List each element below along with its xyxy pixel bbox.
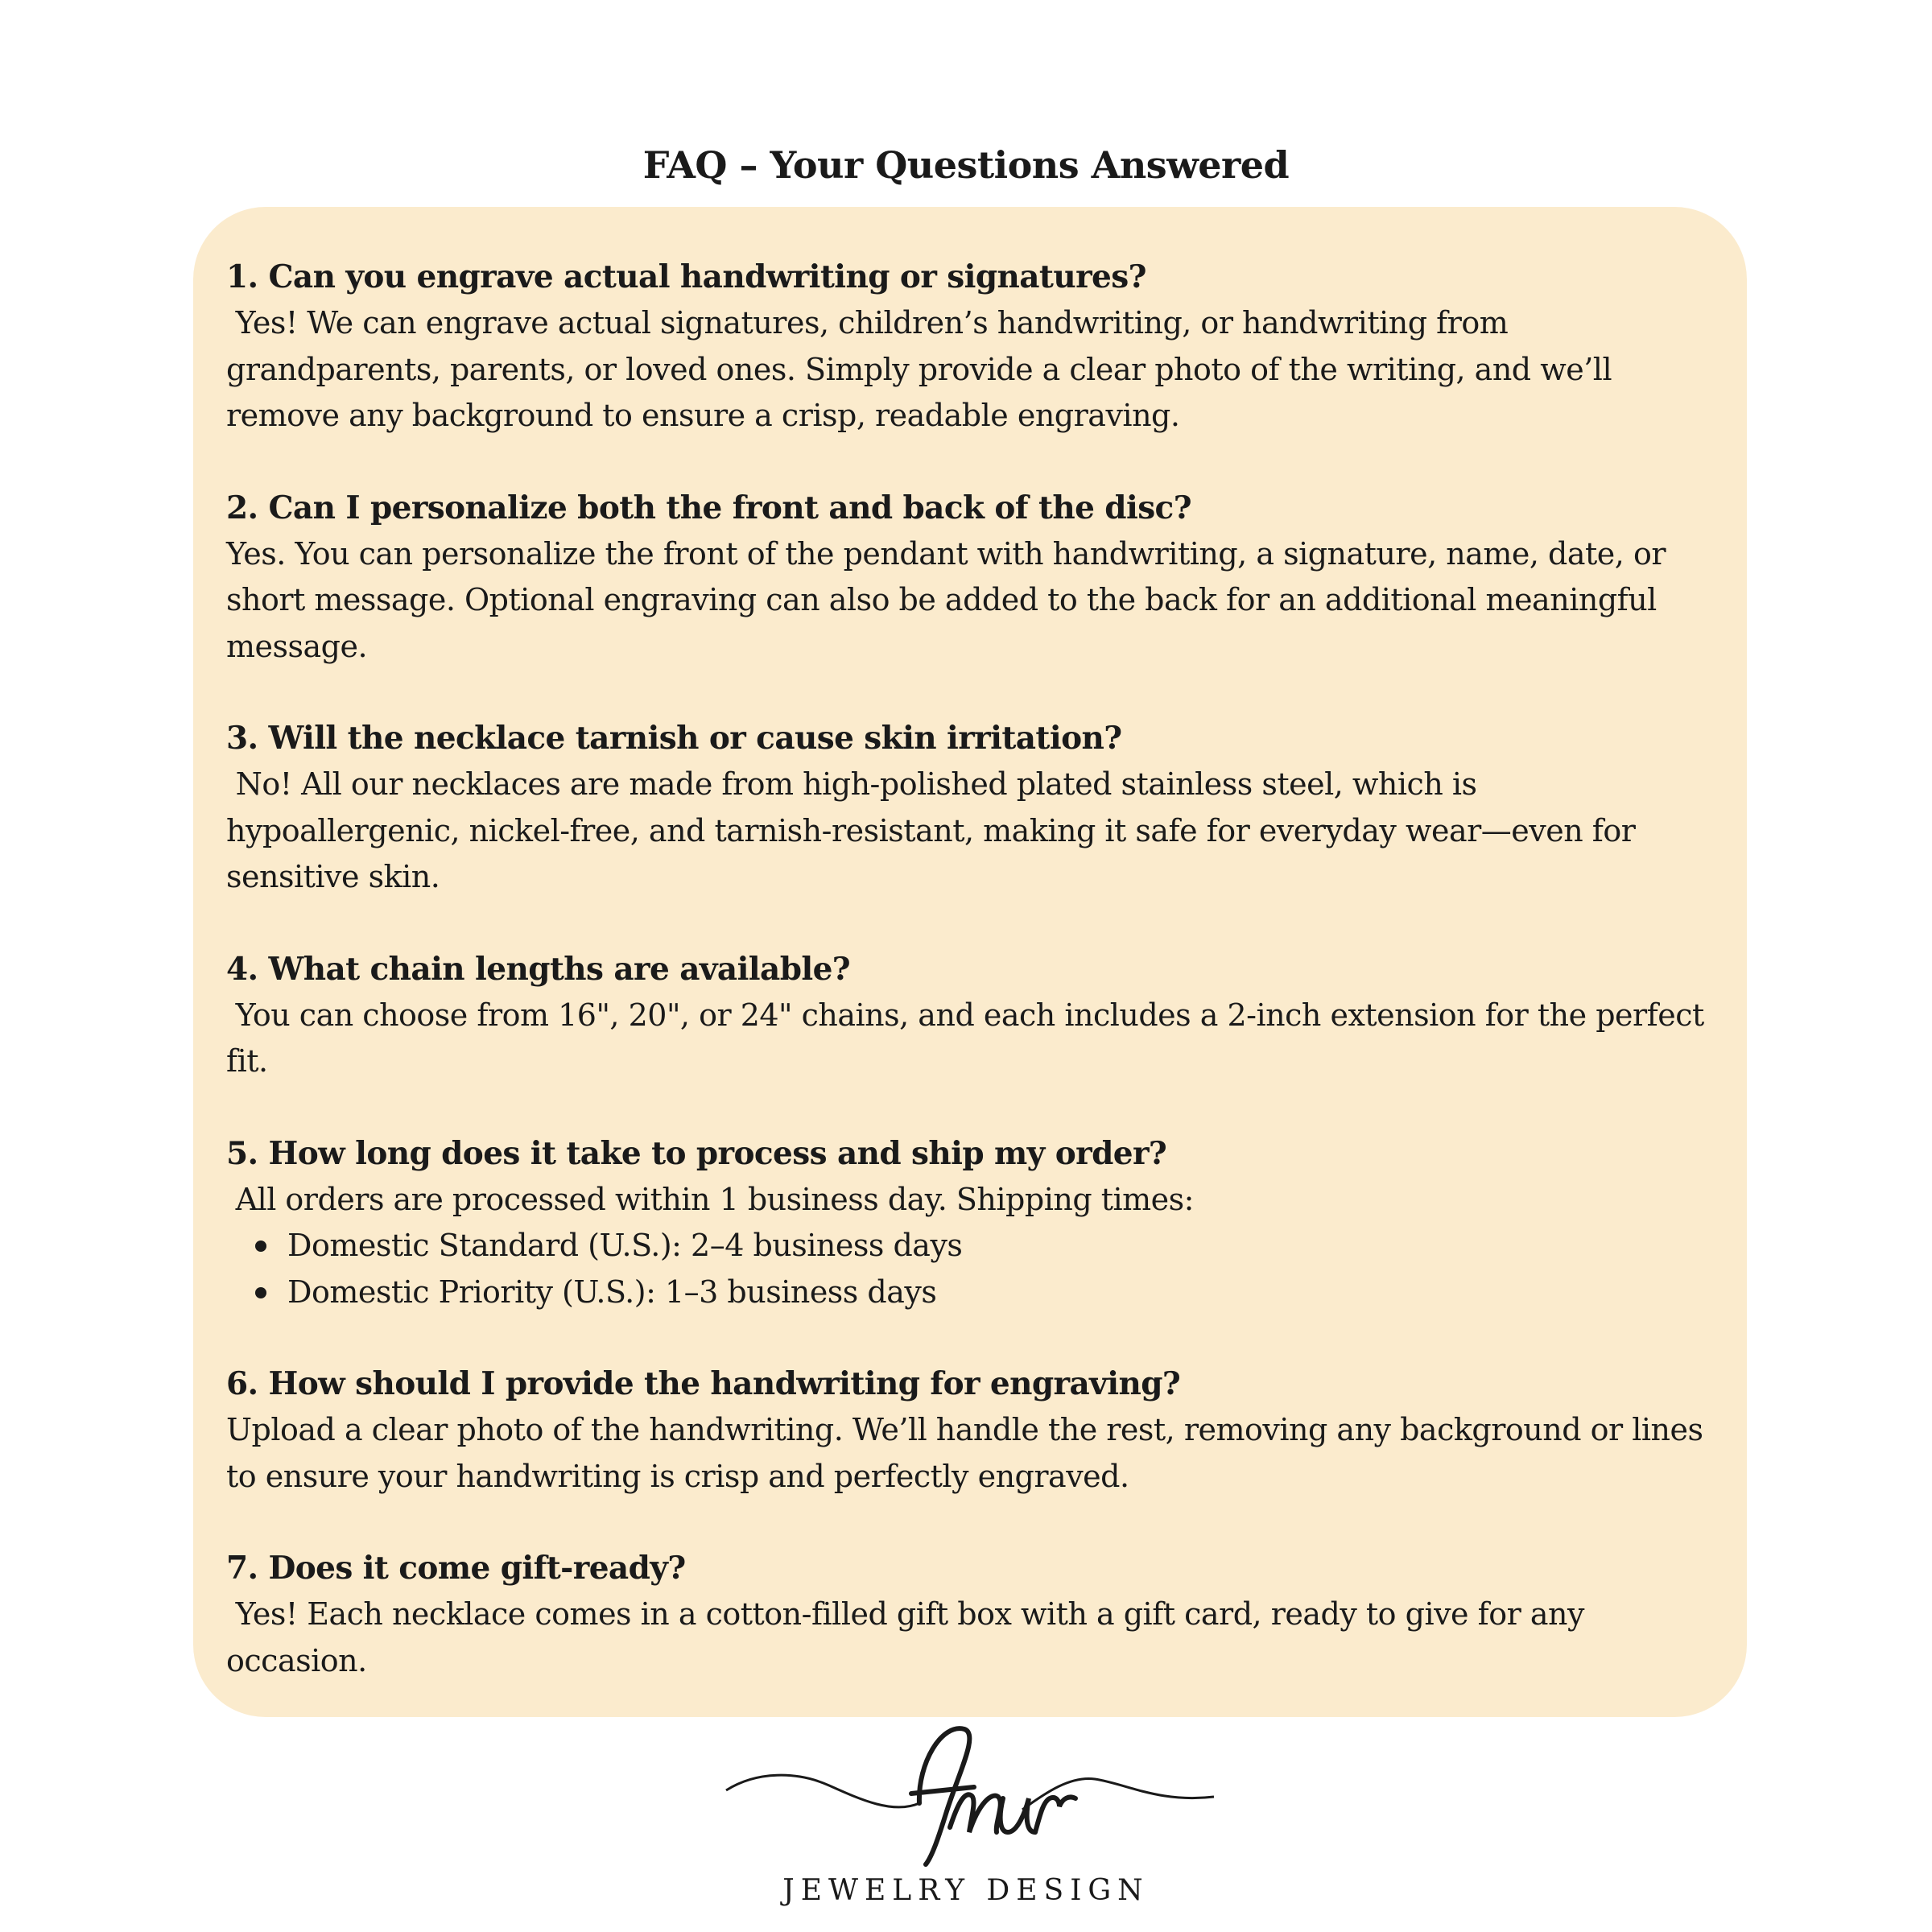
- faq-item-2: [226, 485, 1715, 671]
- faq-item-7: [226, 1545, 1715, 1684]
- list-item: [255, 1223, 1715, 1269]
- faq-question: 3. Will the necklace tarnish or cause skin irritation?: [226, 720, 1122, 757]
- faq-answer: Upload a clear photo of the handwriting. We’ll handle the rest, removing any background or lines to ensure your handwriting is crisp and perfectly engraved.: [226, 1412, 1713, 1494]
- faq-item-4: [226, 946, 1715, 1085]
- logo-subtitle: JEWELRY DESIGN: [782, 1874, 1150, 1907]
- logo-script-icon: [708, 1715, 1224, 1876]
- faq-question: 7. Does it come gift-ready?: [226, 1550, 686, 1587]
- faq-answer: Yes! We can engrave actual signatures, children’s handwriting, or handwriting from grandparents, parents, or loved ones. Simply provide a clear photo of the writing, and we’ll remove any background to ensure a crisp, readable engraving.: [226, 305, 1621, 433]
- list-item: [255, 1269, 1715, 1316]
- faq-answer: You can choose from 16", 20", or 24" chains, and each includes a 2-inch extension for the perfect fit.: [226, 997, 1714, 1079]
- faq-card: [193, 207, 1747, 1717]
- faq-item-3: [226, 715, 1715, 901]
- faq-question: 2. Can I personalize both the front and back of the disc?: [226, 489, 1191, 526]
- faq-question: 1. Can you engrave actual handwriting or signatures?: [226, 258, 1146, 295]
- page-title: FAQ – Your Questions Answered: [642, 143, 1290, 187]
- brand-logo: [708, 1715, 1224, 1932]
- faq-question: 5. How long does it take to process and ship my order?: [226, 1134, 1167, 1172]
- shipping-times-list: [226, 1223, 1715, 1315]
- faq-question: 4. What chain lengths are available?: [226, 950, 851, 988]
- faq-item-1: [226, 254, 1715, 440]
- bullet-icon: [255, 1241, 266, 1252]
- faq-item-6: [226, 1360, 1715, 1500]
- faq-answer: Yes! Each necklace comes in a cotton-filled gift box with a gift card, ready to give for any occasion.: [226, 1596, 1594, 1678]
- faq-answer: Yes. You can personalize the front of the pendant with handwriting, a signature, name, date, or short message. Optional engraving can also be added to the back for an additional meaningful message.: [226, 535, 1675, 664]
- bullet-icon: [255, 1287, 266, 1298]
- faq-answer: All orders are processed within 1 business day. Shipping times:: [226, 1181, 1194, 1217]
- list-item-text: Domestic Priority (U.S.): 1–3 business days: [287, 1274, 937, 1310]
- faq-question: 6. How should I provide the handwriting for engraving?: [226, 1365, 1181, 1402]
- faq-answer: No! All our necklaces are made from high-polished plated stainless steel, which is hypoallergenic, nickel-free, and tarnish-resistant, making it safe for everyday wear—even for sensitive skin.: [226, 766, 1645, 894]
- faq-item-5: [226, 1130, 1715, 1316]
- list-item-text: Domestic Standard (U.S.): 2–4 business days: [287, 1228, 963, 1263]
